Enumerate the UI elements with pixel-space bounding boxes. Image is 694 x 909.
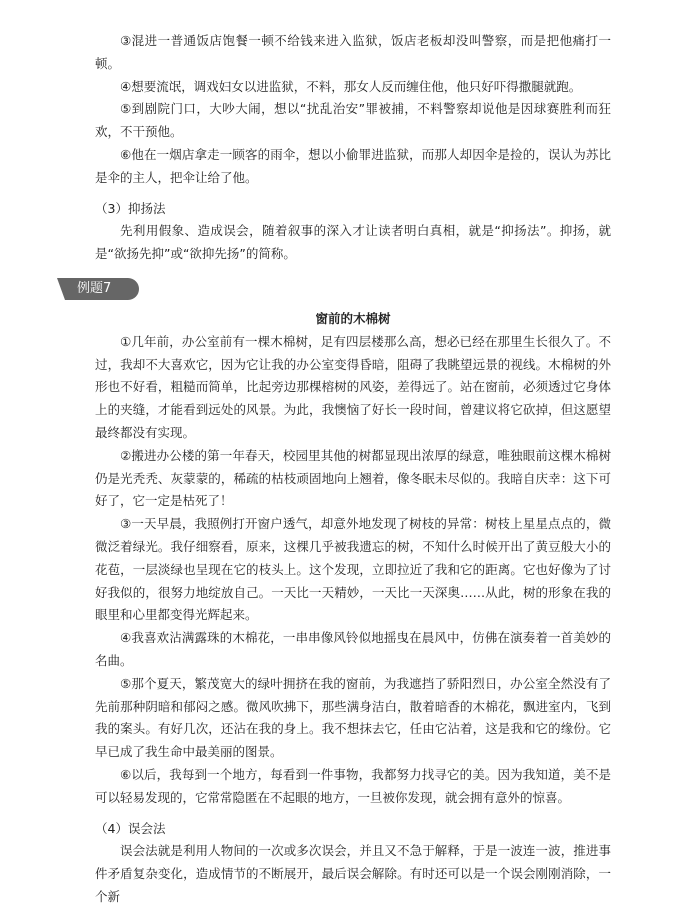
article-paragraph: ⑤那个夏天，繁茂宽大的绿叶拥挤在我的窗前，为我遮挡了骄阳烈日，办公室全然没有了先前那种阴暗和郁闷之感。微风吹拂下，那些满身洁白，散着暗香的木棉花，飘进室内，飞到我的案头。有好几次，还沾在我的身上。我不想抹去它，任由它沾着，这是我和它的缘份。它早已成了我生命中最美丽的图景。 [95,675,611,760]
list-item: ③混进一普通饭店饱餐一顿不给钱来进入监狱，饭店老板却没叫警察，而是把他痛打一顿。 [95,33,611,71]
section-body: 先利用假象、造成误会，随着叙事的深入才让读者明白真相，就是“抑扬法”。抑扬，就是“欲扬先抑”或“欲抑先扬”的简称。 [95,223,611,262]
section-heading: （3）抑扬法 [95,200,166,216]
article-paragraph: ①几年前，办公室前有一棵木棉树，足有四层楼那么高，想必已经在那里生长很久了。不过，我却不大喜欢它，因为它让我的办公室变得昏暗，阻碍了我眺望远景的视线。木棉树的外形也不好看，粗糙而简单，比起旁边那棵榕树的风姿，差得远了。站在窗前，必须透过它身体上的夹缝，才能看到远处的风景。为此，我懊恼了好长一段时间，曾建议将它砍掉，但这愿望最终都没有实现。 [95,333,611,440]
article-title: 窗前的木棉树 [315,310,391,326]
list-item: ⑥他在一烟店拿走一顾客的雨伞，想以小偷罪进监狱，而那人却因伞是捡的，误认为苏比是伞的主人，把伞让给了他。 [95,146,611,185]
example-tag: 例题7 [65,278,139,300]
list-item: ⑤到剧院门口，大吵大闹，想以“扰乱治安”罪被捕，不料警察却说他是因球赛胜利而狂欢，不干预他。 [95,101,611,140]
article-paragraph: ④我喜欢沾满露珠的木棉花，一串串像风铃似地摇曳在晨风中，仿佛在演奏着一首美妙的名曲。 [95,630,611,668]
section-heading: （4）误会法 [95,820,166,836]
list-item: ④想要流氓，调戏妇女以进监狱，不料，那女人反而缠住他，他只好吓得撒腿就跑。 [120,78,582,94]
article-paragraph: ②搬进办公楼的第一年春天，校园里其他的树都显现出浓厚的绿意，唯独眼前这棵木棉树仍是光秃秃、灰蒙蒙的，稀疏的枯枝顽固地向上翘着，像冬眠未尽似的。我暗自庆幸：这下可好了，它一定是枯死了！ [95,447,611,509]
article-paragraph: ③一天早晨，我照例打开窗户透气，却意外地发现了树枝的异常：树枝上星星点点的，微微泛着绿光。我仔细察看，原来，这棵几乎被我遗忘的树，不知什么时候开出了黄豆般大小的花苞，一层淡绿也呈现在它的枝头上。这个发现，立即拉近了我和它的距离。它也好像为了讨好我似的，很努力地绽放自己。一天比一天精妙，一天比一天深奥……从此，树的形象在我的眼里和心里都变得光辉起来。 [95,516,611,623]
document-page [77,30,611,909]
section-body: 误会法就是利用人物间的一次或多次误会，并且又不急于解释，于是一波连一波，推进事件矛盾复杂变化，造成情节的不断展开，最后误会解除。有时还可以是一个误会刚刚消除，一个新 [95,843,611,904]
article-paragraph: ⑥以后，我每到一个地方，每看到一件事物，我都努力找寻它的美。因为我知道，美不是可以轻易发现的，它常常隐匿在不起眼的地方，一旦被你发现，就会拥有意外的惊喜。 [95,766,611,805]
